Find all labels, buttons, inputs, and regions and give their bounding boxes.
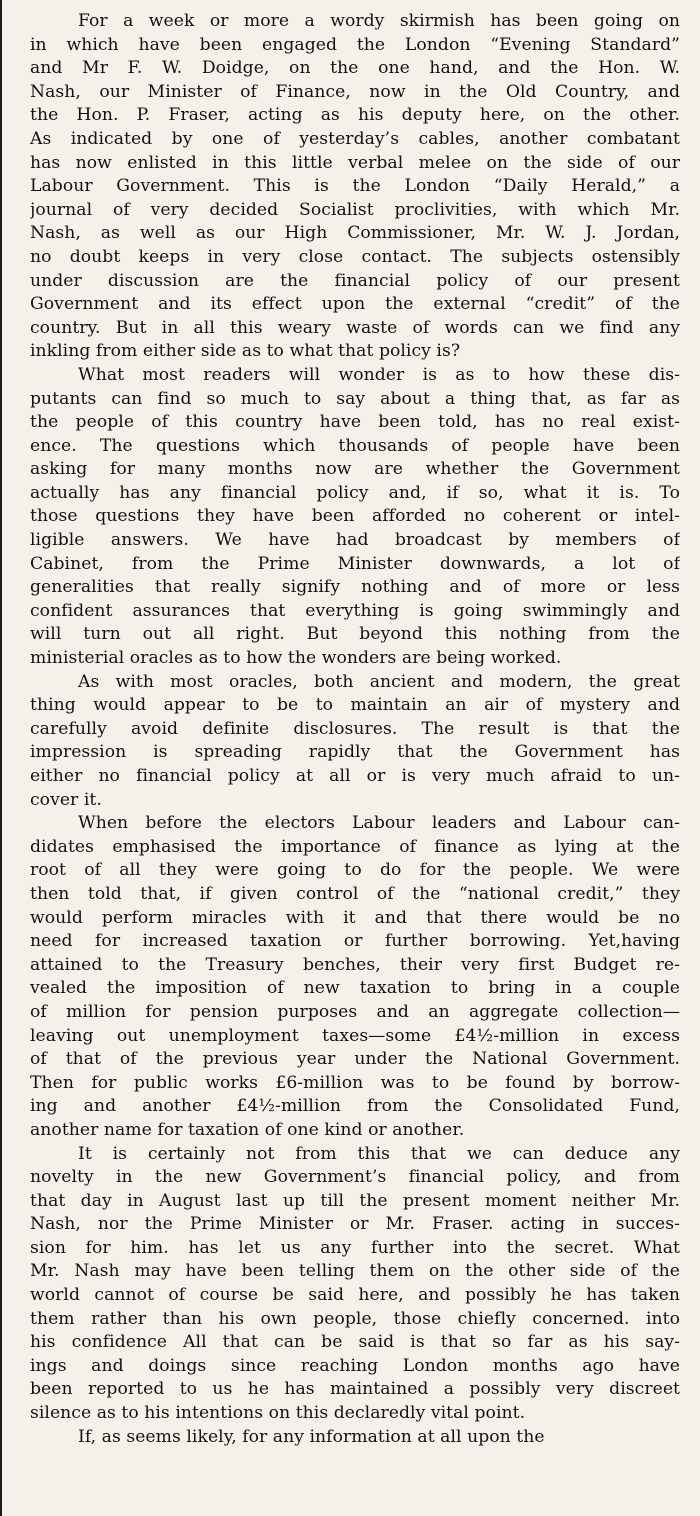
text-line: silence as to his intentions on this declaredly vital point. <box>30 1403 526 1424</box>
text-line: country. But in all this weary waste of words can we find any <box>30 317 680 338</box>
text-line: asking for many months now are whether the Government <box>30 459 680 480</box>
text-line: under discussion are the financial policy of our present <box>30 270 680 291</box>
text-line: in which have been engaged the London “Evening Standard” <box>30 34 680 55</box>
text-line: Nash, our Minister of Finance, now in the Old Country, and <box>30 81 680 102</box>
text-line: vealed the imposition of new taxation to bring in a couple <box>30 978 680 999</box>
text-line: thing would appear to be to maintain an air of mystery and <box>30 695 680 716</box>
text-line: For a week or more a wordy skirmish has been going on <box>78 11 680 31</box>
text-line: Government and its effect upon the external “credit” of the <box>30 294 680 315</box>
text-line: need for increased taxation or further borrowing. Yet,having <box>30 931 680 952</box>
text-line: another name for taxation of one kind or another. <box>30 1119 465 1140</box>
text-line: novelty in the new Government’s financial policy, and from <box>30 1167 680 1188</box>
text-line: root of all they were going to do for the people. We were <box>30 860 680 881</box>
text-line: impression is spreading rapidly that the Government has <box>30 742 680 763</box>
text-line: no doubt keeps in very close contact. The subjects ostensibly <box>30 246 680 267</box>
text-line: either no financial policy at all or is very much afraid to un- <box>30 766 680 786</box>
text-line: As indicated by one of yesterday’s cables, another combatant <box>30 128 680 149</box>
article-paragraph <box>30 812 680 1142</box>
text-line: would perform miracles with it and that there would be no <box>30 907 680 928</box>
text-line: will turn out all right. But beyond this nothing from the <box>30 624 680 645</box>
text-line: ligible answers. We have had broadcast by members of <box>30 530 680 551</box>
text-line: When before the electors Labour leaders and Labour can- <box>78 813 680 834</box>
text-line: that day in August last up till the present moment neither Mr. <box>30 1190 680 1211</box>
text-line: and Mr F. W. Doidge, on the one hand, and the Hon. W. <box>30 58 680 79</box>
text-line: actually has any financial policy and, if so, what it is. To <box>30 482 680 503</box>
text-line: confident assurances that everything is going swimmingly and <box>30 600 680 621</box>
article-paragraph <box>30 1426 680 1450</box>
text-line: inkling from either side as to what that policy is? <box>30 341 461 362</box>
text-line: sion for him. has let us any further into the secret. What <box>30 1237 680 1258</box>
text-line: journal of very decided Socialist proclivities, with which Mr. <box>30 199 680 220</box>
text-line: then told that, if given control of the “national credit,” they <box>30 883 680 904</box>
text-line: It is certainly not from this that we can deduce any <box>78 1143 680 1164</box>
text-line: Cabinet, from the Prime Minister downwards, a lot of <box>30 553 680 574</box>
text-line: carefully avoid definite disclosures. The result is that the <box>30 718 680 739</box>
text-line: Nash, as well as our High Commissioner, Mr. W. J. Jordan, <box>30 223 680 244</box>
text-line: leaving out unemployment taxes—some £4½-million in excess <box>30 1025 680 1046</box>
article-paragraph <box>30 10 680 364</box>
article-paragraph <box>30 1143 680 1426</box>
text-line: world cannot of course be said here, and possibly he has taken <box>30 1285 680 1306</box>
text-line: has now enlisted in this little verbal melee on the side of our <box>30 152 680 173</box>
text-line: As with most oracles, both ancient and modern, the great <box>78 671 680 692</box>
text-line: his confidence All that can be said is that so far as his say- <box>30 1332 680 1353</box>
article-column <box>30 10 680 1510</box>
text-line: been reported to us he has maintained a possibly very discreet <box>30 1379 680 1400</box>
text-line: cover it. <box>30 789 102 810</box>
text-line: Nash, nor the Prime Minister or Mr. Fraser. acting in succes- <box>30 1214 680 1235</box>
text-line: Then for public works £6-million was to be found by borrow- <box>30 1072 680 1093</box>
column-rule <box>0 0 2 1516</box>
text-line: Mr. Nash may have been telling them on the other side of the <box>30 1261 680 1282</box>
text-line: generalities that really signify nothing and of more or less <box>30 577 680 598</box>
text-line: them rather than his own people, those chiefly concerned. into <box>30 1308 680 1329</box>
text-line: of that of the previous year under the National Government. <box>30 1049 680 1070</box>
text-line: attained to the Treasury benches, their very first Budget re- <box>30 954 680 975</box>
text-line: didates emphasised the importance of finance as lying at the <box>30 836 680 857</box>
article-paragraph <box>30 364 680 671</box>
text-line: of million for pension purposes and an aggregate collection— <box>30 1001 680 1022</box>
text-line: the people of this country have been told, has no real exist- <box>30 412 680 433</box>
text-line: ministerial oracles as to how the wonders are being worked. <box>30 648 562 669</box>
text-line: putants can find so much to say about a thing that, as far as <box>30 388 680 409</box>
text-line: If, as seems likely, for any information at all upon the <box>78 1426 545 1447</box>
text-line: Labour Government. This is the London “Daily Herald,” a <box>30 176 680 197</box>
text-line: the Hon. P. Fraser, acting as his deputy here, on the other. <box>30 105 680 126</box>
text-line: What most readers will wonder is as to how these dis- <box>78 364 680 385</box>
text-line: ings and doings since reaching London months ago have <box>30 1355 680 1376</box>
article-paragraph <box>30 671 680 813</box>
text-line: ence. The questions which thousands of people have been <box>30 435 680 456</box>
text-line: those questions they have been afforded no coherent or intel- <box>30 506 680 527</box>
text-line: ing and another £4½-million from the Consolidated Fund, <box>30 1096 680 1117</box>
